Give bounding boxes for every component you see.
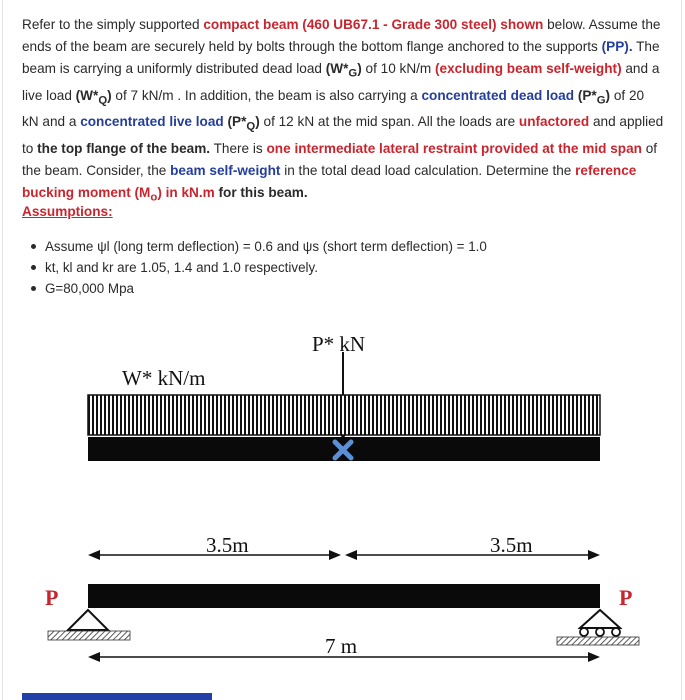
next-section-heading-bar [22, 693, 212, 700]
right-span-arrowhead-left [345, 550, 357, 560]
total-span-arrowhead-right [588, 652, 600, 662]
total-span-label: 7 m [325, 634, 358, 658]
list-item: Assume ψl (long term deflection) = 0.6 and ψs (short term deflection) = 1.0 [22, 236, 642, 257]
beam-bottom-flange [88, 584, 600, 608]
list-item: G=80,000 Mpa [22, 278, 642, 299]
right-support-label: P [619, 585, 633, 610]
total-span-arrowhead-left [88, 652, 100, 662]
left-span-arrowhead-left [88, 550, 100, 560]
left-support-label: P [45, 585, 59, 610]
assumptions-heading: Assumptions: [22, 204, 113, 219]
question-text: Refer to the simply supported compact beam (460 UB67.1 - Grade 300 steel) shown below. Assume the ends of the beam are securely held by bolts through the bottom flange anchored to the supports (PP). The beam is carrying a uniformly distributed dead load $(W*_G)$ of 10 kN/m (excluding beam self-weight) and a live load $(W*_Q)$ of 7 kN/m . In addition, the beam is also carrying a concentrated dead load $(P*_G)$ of 20 kN and a concentrated live load $(P*_Q)$ of 12 kN at the mid span. All the loads are unfactored and applied to the top flange of the beam. There is one intermediate lateral restraint provided at the mid span of the beam. Consider, the beam self-weight in the total dead load calculation. Determine the reference bucking moment $(M_o)$ in kN.m for this beam. [22, 17, 664, 204]
roller-support [557, 610, 639, 645]
left-span-arrowhead-right [329, 550, 341, 560]
right-span-label: 3.5m [490, 533, 533, 557]
udl-label: W* kN/m [122, 366, 206, 390]
point-load-label: P* kN [312, 332, 366, 356]
pin-support [48, 610, 130, 640]
left-span-label: 3.5m [206, 533, 249, 557]
right-span-arrowhead-right [588, 550, 600, 560]
udl-load-block [88, 395, 600, 435]
list-item: kt, kl and kr are 1.05, 1.4 and 1.0 respectively. [22, 257, 642, 278]
